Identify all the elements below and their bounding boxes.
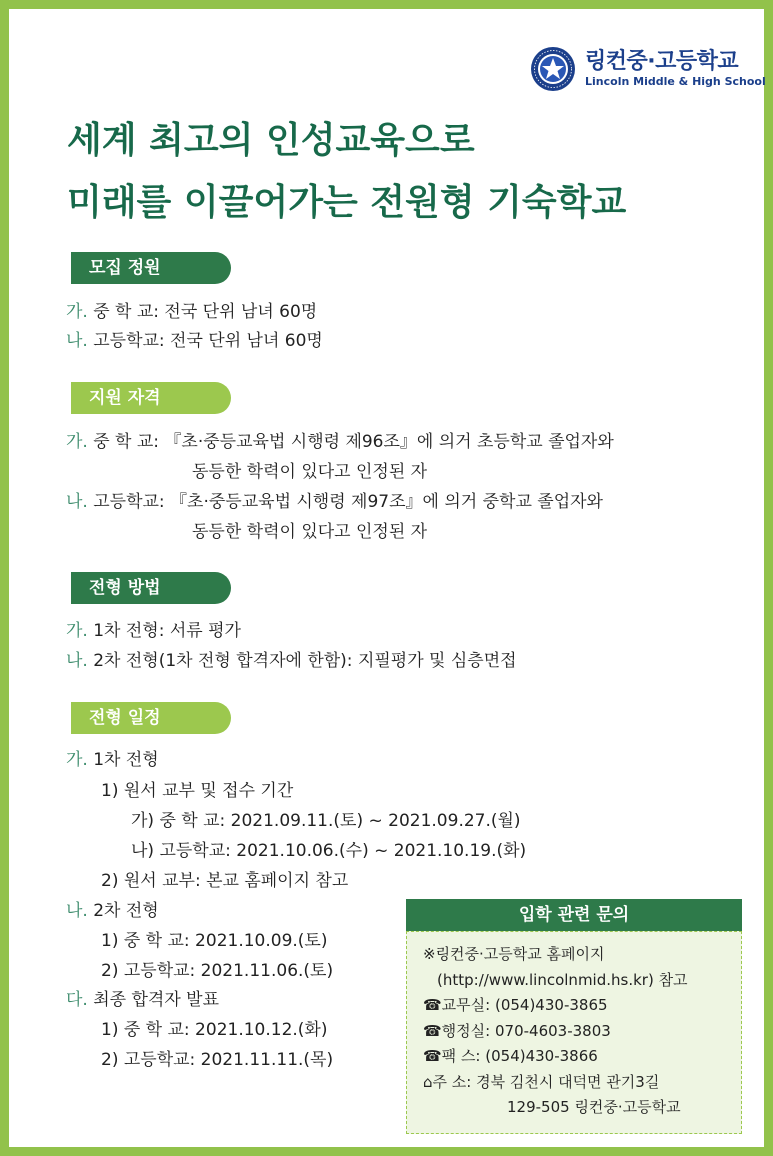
school-name-en: Lincoln Middle & High School [585,75,766,88]
contact-office: ☎교무실: (054)430-3865 [423,996,608,1014]
item-marker: 나. [66,331,88,351]
contact-url: (http://www.lincolnmid.hs.kr) 참고 [437,971,688,989]
headline-line-2: 미래를 이끌어가는 전원형 기숙학교 [67,182,627,223]
item-marker: 가. [66,621,88,641]
recruit-item [66,329,323,353]
item-text: 중 학 교: 전국 단위 남녀 60명 [87,302,318,322]
item-marker: 나. [66,901,88,921]
headline-line-1: 세계 최고의 인성교육으로 [67,120,475,161]
item-text: 최종 합격자 발표 [87,990,219,1010]
item-text: 고등학교: 전국 단위 남녀 60명 [87,331,323,351]
recruit-item [66,300,317,324]
schedule-subitem: 2) 고등학교: 2021.11.11.(목) [101,1050,334,1070]
schedule-subitem: 나) 고등학교: 2021.10.06.(수) ~ 2021.10.19.(화) [131,841,527,861]
contact-body [406,931,742,1134]
item-text: 2차 전형 [87,901,159,921]
qualification-item [66,490,603,514]
school-name-ko: 링컨중·고등학교 [585,49,739,74]
school-seal-icon [530,46,576,92]
item-marker: 다. [66,990,88,1010]
item-text: 1차 전형: 서류 평가 [87,621,241,641]
schedule-subitem: 1) 중 학 교: 2021.10.12.(화) [101,1020,328,1040]
item-text: 고등학교: 『초·중등교육법 시행령 제97조』에 의거 중학교 졸업자와 [87,492,603,512]
method-item [66,619,241,643]
contact-homepage: ※링컨중·고등학교 홈페이지 [423,945,605,963]
qualification-item [66,430,614,454]
schedule-item [66,899,159,923]
item-marker: 가. [66,750,88,770]
item-marker: 가. [66,302,88,322]
poster [9,9,764,1147]
contact-box [406,899,742,1134]
item-text: 중 학 교: 『초·중등교육법 시행령 제96조』에 의거 초등학교 졸업자와 [87,432,614,452]
item-text: 2차 전형(1차 전형 합격자에 한함): 지필평가 및 심층면접 [87,651,517,671]
schedule-subitem: 2) 원서 교부: 본교 홈페이지 참고 [101,871,349,891]
item-marker: 가. [66,432,88,452]
schedule-subitem: 가) 중 학 교: 2021.09.11.(토) ~ 2021.09.27.(월) [131,811,521,831]
section-label-qualification: 지원 자격 [71,382,231,414]
schedule-subitem: 2) 고등학교: 2021.11.06.(토) [101,961,334,981]
schedule-item [66,988,219,1012]
schedule-item [66,748,159,772]
section-label-recruit: 모집 정원 [71,252,231,284]
item-text: 1차 전형 [87,750,159,770]
method-item [66,649,517,673]
item-marker: 나. [66,651,88,671]
schedule-subitem: 1) 원서 교부 및 접수 기간 [101,781,294,801]
contact-address: ⌂주 소: 경북 김천시 대덕면 관기3길 [423,1073,660,1091]
contact-address-2: 129-505 링컨중·고등학교 [507,1098,681,1116]
item-marker: 나. [66,492,88,512]
section-label-method: 전형 방법 [71,572,231,604]
qualification-item-continued: 동등한 학력이 있다고 인정된 자 [192,522,428,542]
contact-admin: ☎행정실: 070-4603-3803 [423,1022,611,1040]
contact-title: 입학 관련 문의 [406,899,742,931]
schedule-subitem: 1) 중 학 교: 2021.10.09.(토) [101,931,328,951]
section-label-schedule: 전형 일정 [71,702,231,734]
headline [67,110,626,234]
contact-fax: ☎팩 스: (054)430-3866 [423,1047,598,1065]
qualification-item-continued: 동등한 학력이 있다고 인정된 자 [192,462,428,482]
